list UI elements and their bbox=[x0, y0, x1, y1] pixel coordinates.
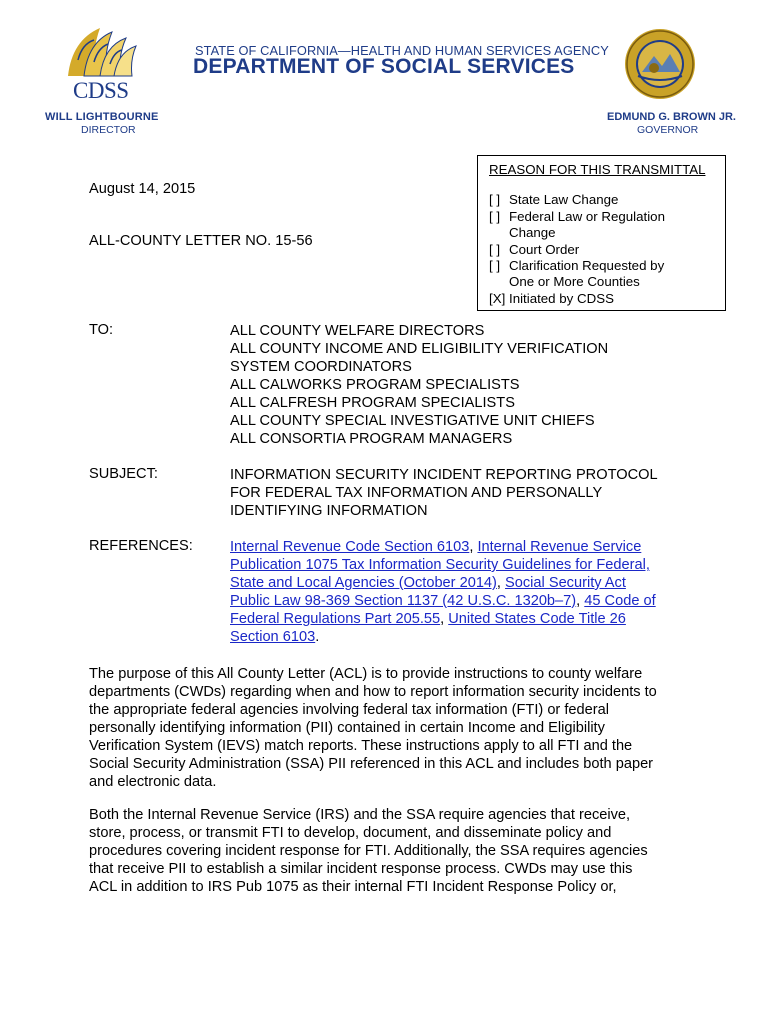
reason-text: State Law Change bbox=[509, 192, 619, 208]
governor-title: GOVERNOR bbox=[637, 124, 699, 136]
director-name: WILL LIGHTBOURNE bbox=[45, 111, 159, 123]
reason-checkbox: [ ] bbox=[489, 208, 501, 224]
to-label: TO: bbox=[89, 322, 114, 338]
reference-link[interactable]: Publication 1075 Tax Information Security Guidelines for Federal, bbox=[230, 557, 650, 573]
reference-line bbox=[230, 592, 700, 610]
body-paragraph bbox=[89, 806, 689, 896]
governor-name: EDMUND G. BROWN JR. bbox=[607, 111, 736, 123]
paragraph-line: The purpose of this All County Letter (ACL) is to provide instructions to county welfare bbox=[89, 666, 643, 682]
reason-text: Clarification Requested by One or More Counties bbox=[509, 258, 665, 290]
reason-checkbox: [X] bbox=[489, 290, 506, 306]
paragraph-line: that receive PII to establish a similar incident response process. CWDs may use this bbox=[89, 861, 633, 877]
subject-line: INFORMATION SECURITY INCIDENT REPORTING PROTOCOL bbox=[230, 467, 658, 483]
paragraph-line: Verification System (IEVS) match reports. These instructions apply to all FTI and the bbox=[89, 738, 633, 754]
recipient-line: ALL COUNTY SPECIAL INVESTIGATIVE UNIT CHIEFS bbox=[230, 413, 595, 429]
paragraph-line: departments (CWDs) regarding when and how to report information security incidents to bbox=[89, 684, 657, 700]
reference-separator: , bbox=[469, 539, 478, 555]
reference-link[interactable]: Public Law 98-369 Section 1137 (42 U.S.C. 1320b–7) bbox=[230, 593, 577, 609]
logo-text: CDSS bbox=[73, 78, 129, 103]
reference-link[interactable]: Federal Regulations Part 205.55 bbox=[230, 611, 441, 627]
recipient-line: SYSTEM COORDINATORS bbox=[230, 359, 412, 375]
paragraph-line: Both the Internal Revenue Service (IRS) and the SSA require agencies that receive, bbox=[89, 807, 631, 823]
reference-link[interactable]: United States Code Title 26 bbox=[448, 611, 626, 627]
recipient-line: ALL CALWORKS PROGRAM SPECIALISTS bbox=[230, 377, 520, 393]
reference-line bbox=[230, 556, 700, 574]
reference-separator: . bbox=[315, 629, 320, 645]
agency-name: STATE OF CALIFORNIA—HEALTH AND HUMAN SERVICES AGENCY bbox=[195, 43, 609, 58]
reason-box-title: REASON FOR THIS TRANSMITTAL bbox=[489, 162, 706, 177]
reason-item bbox=[489, 242, 725, 258]
reason-text: Federal Law or Regulation Change bbox=[509, 208, 665, 241]
reason-checkbox: [ ] bbox=[489, 241, 501, 257]
reason-checkbox: [ ] bbox=[489, 192, 501, 208]
subject-label: SUBJECT: bbox=[89, 466, 158, 482]
recipient-line: ALL CALFRESH PROGRAM SPECIALISTS bbox=[230, 395, 515, 411]
paragraph-line: personally identifying information (PII) contained in certain Income and Eligibility bbox=[89, 720, 605, 736]
reference-separator: , bbox=[440, 611, 449, 627]
to-recipients bbox=[230, 322, 700, 448]
reference-link[interactable]: Internal Revenue Service bbox=[477, 539, 642, 555]
reference-link[interactable]: Internal Revenue Code Section 6103 bbox=[230, 539, 470, 555]
paragraph-line: the appropriate federal agencies involving federal tax information (FTI) or federal bbox=[89, 702, 609, 718]
references-list bbox=[230, 538, 700, 646]
recipient-line: ALL COUNTY WELFARE DIRECTORS bbox=[230, 323, 485, 339]
reference-link[interactable]: State and Local Agencies (October 2014) bbox=[230, 575, 497, 591]
california-state-seal-icon bbox=[624, 28, 696, 100]
department-name: DEPARTMENT OF SOCIAL SERVICES bbox=[193, 55, 575, 78]
reference-separator: , bbox=[496, 575, 506, 591]
reference-link[interactable]: 45 Code of bbox=[584, 593, 656, 609]
reference-line bbox=[230, 628, 700, 646]
paragraph-line: Social Security Administration (SSA) PII referenced in this ACL and includes both paper bbox=[89, 756, 654, 772]
recipient-line: ALL CONSORTIA PROGRAM MANAGERS bbox=[230, 431, 513, 447]
reference-line bbox=[230, 574, 700, 592]
reason-for-transmittal-box bbox=[477, 155, 726, 311]
paragraph-line: and electronic data. bbox=[89, 774, 217, 790]
reason-checkbox: [ ] bbox=[489, 258, 501, 274]
reason-item bbox=[489, 192, 725, 208]
paragraph-line: procedures covering incident response for FTI. Additionally, the SSA requires agencies bbox=[89, 843, 648, 859]
paragraph-line: ACL in addition to IRS Pub 1075 as their internal FTI Incident Response Policy or, bbox=[89, 879, 617, 895]
recipient-line: ALL COUNTY INCOME AND ELIGIBILITY VERIFICATION bbox=[230, 341, 609, 357]
paragraph-line: store, process, or transmit FTI to develop, document, and disseminate policy and bbox=[89, 825, 612, 841]
body-paragraph bbox=[89, 665, 689, 791]
reference-link[interactable]: Social Security Act bbox=[505, 575, 626, 591]
reason-item bbox=[489, 291, 725, 307]
reference-separator: , bbox=[576, 593, 585, 609]
reference-line bbox=[230, 610, 700, 628]
reason-item bbox=[489, 209, 725, 242]
letter-date: August 14, 2015 bbox=[89, 181, 196, 197]
reason-item bbox=[489, 258, 725, 291]
subject-text bbox=[230, 466, 700, 520]
reason-text: Court Order bbox=[509, 241, 580, 257]
letter-number: ALL-COUNTY LETTER NO. 15-56 bbox=[89, 233, 313, 249]
subject-line: IDENTIFYING INFORMATION bbox=[230, 503, 428, 519]
director-title: DIRECTOR bbox=[81, 124, 136, 136]
references-label: REFERENCES: bbox=[89, 538, 193, 554]
reference-link[interactable]: Section 6103 bbox=[230, 629, 316, 645]
reason-text: Initiated by CDSS bbox=[509, 290, 614, 306]
subject-line: FOR FEDERAL TAX INFORMATION AND PERSONALLY bbox=[230, 485, 603, 501]
reference-line bbox=[230, 538, 700, 556]
